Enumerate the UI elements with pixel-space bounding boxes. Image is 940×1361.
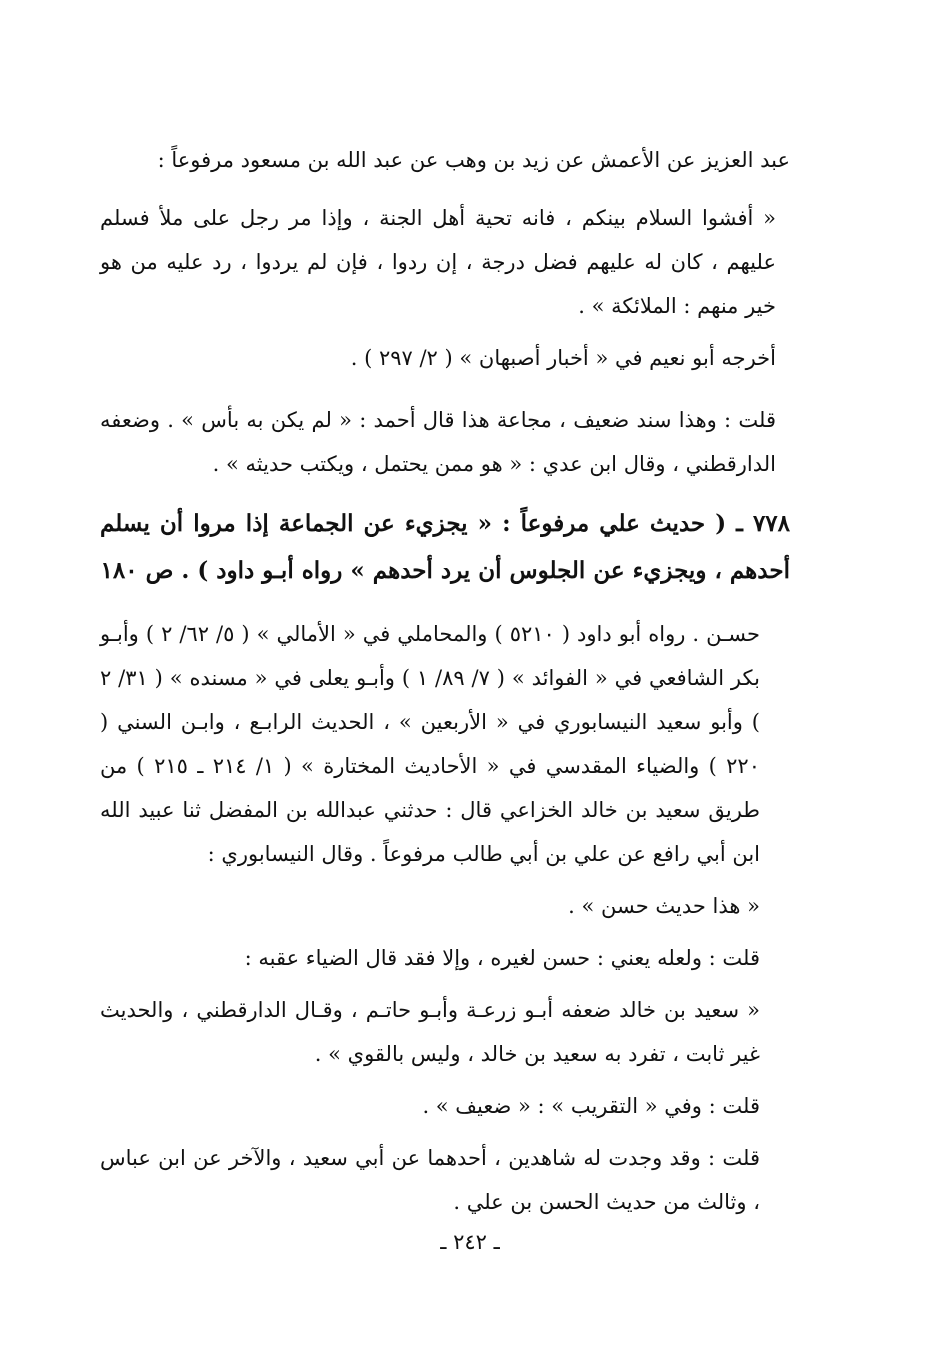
paragraph-hadith-778: ٧٧٨ ـ ( حديث علي مرفوعاً : « يجزيء عن الجماعة إذا مروا أن يسلم أحدهم ، ويجزيء عن الجلوس أن يرد أحدهم » رواه أبـو داود ) . ص ١٨٠: [100, 510, 790, 584]
paragraph-taqrib: قلت : وفي « التقريب » : « ضعيف » .: [422, 1094, 760, 1118]
paragraph-grading-hasan: حسـن . رواه أبو داود ( ٥٢١٠ ) والمحاملي في « الأمالي » ( ٥/ ٦٢/ ٢ ) وأبـو بكر الشافعي في « الفوائد » ( ٧/ ٨٩/ ١ ) وأبـو يعلى في « مسنده » ( ٣١/ ٢ ) وأبو سعيد النيسابوري في « الأربعين » ، الحديث الرابـع ، وابـن السني ( ٢٢٠ ) والضياء المقدسي في « الأحاديث المختارة » ( ١/ ٢١٤ ـ ٢١٥ ) من طريق سعيد بن خالد الخزاعي قال : حدثني عبدالله بن المفضل ثنا عبيد الله ابن أبي رافع عن علي بن أبي طالب مرفوعاً . وقال النيسابوري :: [100, 622, 760, 866]
paragraph-takhrij-abu-nuaym: أخرجه أبو نعيم في « أخبار أصبهان » ( ٢/ ٢٩٧ ) .: [350, 346, 776, 370]
paragraph-shawahid: قلت : وقد وجدت له شاهدين ، أحدهما عن أبي سعيد ، والآخر عن ابن عباس ، وثالث من حديث الحسن بن علي .: [100, 1146, 760, 1214]
paragraph-isnad-assessment: قلت : وهذا سند ضعيف ، مجاعة هذا قال أحمد : « لم يكن به بأس » . وضعفه الدارقطني ، وقال ابن عدي : « هو ممن يحتمل ، ويكتب حديثه » .: [100, 408, 776, 476]
paragraph-chain-of-narration: عبد العزيز عن الأعمش عن زيد بن وهب عن عبد الله بن مسعود مرفوعاً :: [157, 148, 790, 172]
paragraph-nisaburi-quote: « هذا حديث حسن » .: [568, 894, 760, 918]
paragraph-hadith-salam: « أفشوا السلام بينكم ، فانه تحية أهل الجنة ، وإذا مر رجل على ملأ فسلم عليهم ، كان له عليهم فضل درجة ، إن ردوا ، فإن لم يردوا ، رد عليه من هو خير منهم : الملائكة » .: [100, 206, 776, 318]
page-body: [100, 138, 790, 1224]
paragraph-diya-comment: قلت : ولعله يعني : حسن لغيره ، وإلا فقد قال الضياء عقبه :: [244, 946, 760, 970]
page-number: ـ ٢٤٢ ـ: [440, 1230, 500, 1254]
paragraph-diya-quote: « سعيد بن خالد ضعفه أبـو زرعـة وأبـو حاتـم ، وقـال الدارقطني ، والحديث غير ثابت ، تفرد به سعيد بن خالد ، وليس بالقوي » .: [100, 998, 760, 1066]
